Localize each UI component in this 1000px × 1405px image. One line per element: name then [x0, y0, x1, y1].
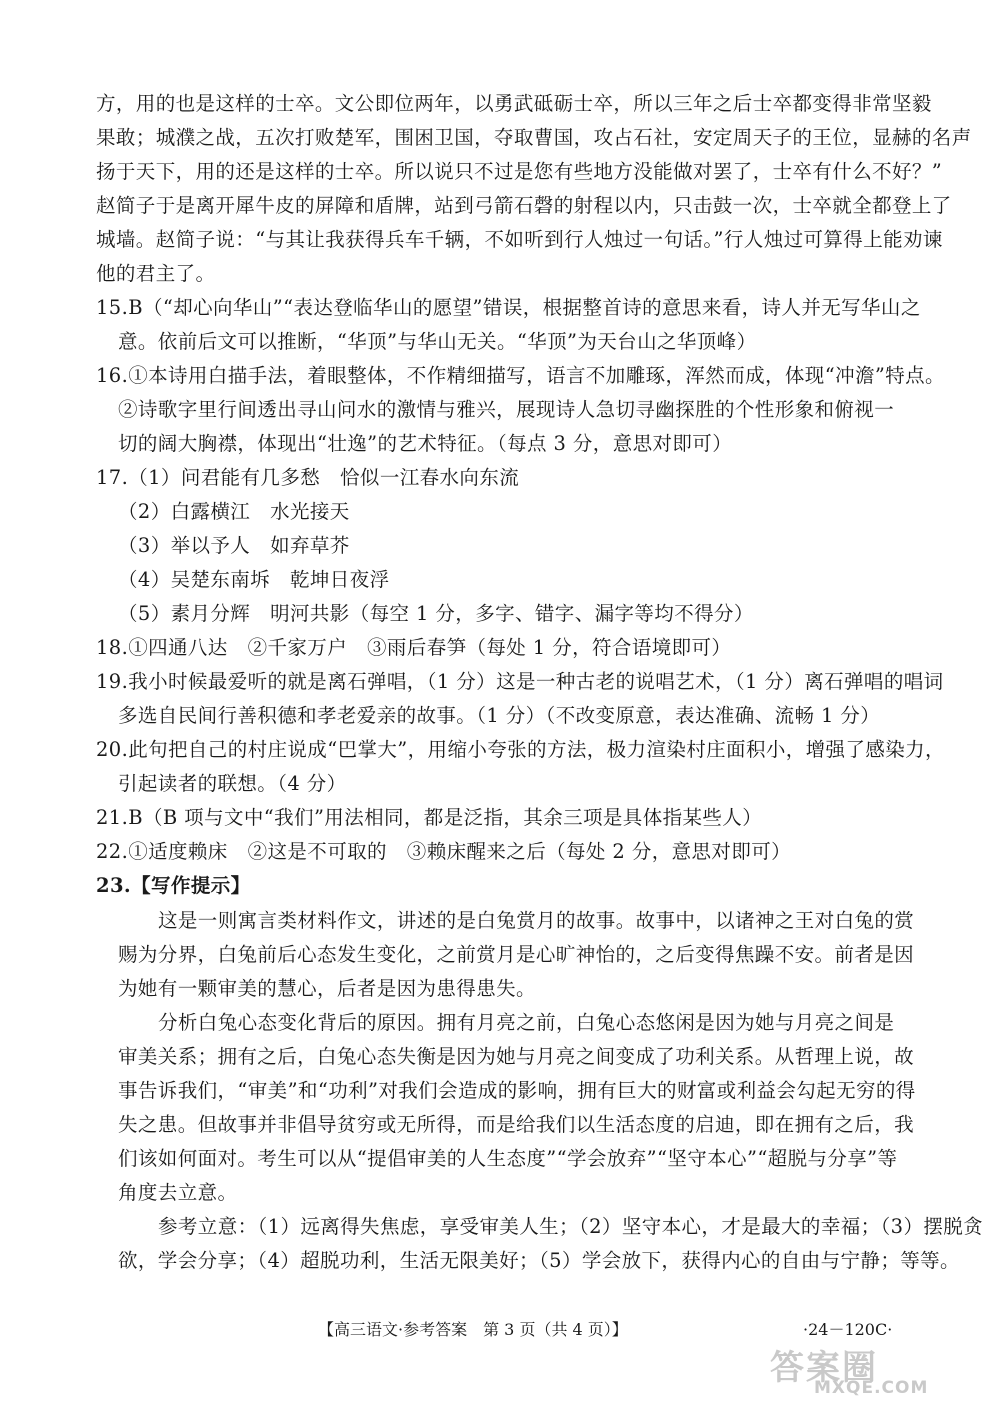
answer-21: 21.B（B 项与文中“我们”用法相同，都是泛指，其余三项是具体指某些人） — [96, 806, 763, 829]
answer-18: 18.①四通八达 ②千家万户 ③雨后春笋（每处 1 分，符合语境即可） — [96, 636, 732, 659]
text-line: 果敢；城濮之战，五次打败楚军，围困卫国，夺取曹国，攻占石社，安定周天子的王位，显赫的名声 — [96, 126, 972, 149]
answer-20-cont: 引起读者的联想。（4 分） — [118, 772, 347, 795]
writing-tip-para2: 失之患。但故事并非倡导贫穷或无所得，而是给我们以生活态度的启迪，即在拥有之后，我 — [118, 1113, 915, 1136]
answer-16-cont: ②诗歌字里行间透出寻山问水的激情与雅兴，展现诗人急切寻幽探胜的个性形象和俯视一 — [118, 398, 895, 421]
answer-23-heading: 23.【写作提示】 — [96, 874, 251, 897]
writing-tip-para3: 欲，学会分享；（4）超脱功利，生活无限美好；（5）学会放下，获得内心的自由与宁静；等等。 — [118, 1249, 960, 1272]
answer-15: 15.B（“却心向华山”“表达登临华山的愿望”错误，根据整首诗的意思来看，诗人并无写华山之 — [96, 296, 921, 319]
text-line: 方，用的也是这样的士卒。文公即位两年，以勇武砥砺士卒，所以三年之后士卒都变得非常坚毅 — [96, 92, 932, 115]
text-line: 扬于天下，用的还是这样的士卒。所以说只不过是您有些地方没能做对罢了，士卒有什么不好？” — [96, 160, 943, 183]
answer-19: 19.我小时候最爱听的就是离石弹唱，（1 分）这是一种古老的说唱艺术，（1 分）离石弹唱的唱词 — [96, 670, 944, 693]
answer-16-cont: 切的阔大胸襟，体现出“壮逸”的艺术特征。（每点 3 分，意思对即可） — [118, 432, 733, 455]
footer-code: ·24－120C· — [803, 1320, 893, 1339]
answer-20: 20.此句把自己的村庄说成“巴掌大”，用缩小夸张的方法，极力渲染村庄面积小，增强了感染力， — [96, 738, 945, 761]
writing-tip-para1: 这是一则寓言类材料作文，讲述的是白兔赏月的故事。故事中，以诸神之王对白兔的赏 — [158, 909, 915, 932]
writing-tip-para2: 们该如何面对。考生可以从“提倡审美的人生态度”“学会放弃”“坚守本心”“超脱与分享”等 — [118, 1147, 898, 1170]
answer-16: 16.①本诗用白描手法，着眼整体，不作精细描写，语言不加雕琢，浑然而成，体现“冲澹”特点。 — [96, 364, 945, 387]
watermark-text: 答案圈 — [770, 1348, 878, 1388]
writing-tip-para2: 审美关系；拥有之后，白兔心态失衡是因为她与月亮之间变成了功利关系。从哲理上说，故 — [118, 1045, 915, 1068]
answer-17-item: （4）吴楚东南坼 乾坤日夜浮 — [118, 568, 390, 591]
answer-17: 17.（1）问君能有几多愁 恰似一江春水向东流 — [96, 466, 520, 489]
footer-title: 【高三语文·参考答案 第 3 页（共 4 页）】 — [318, 1320, 628, 1339]
watermark-logo — [770, 1340, 980, 1398]
text-line: 他的君主了。 — [96, 262, 216, 285]
writing-tip-para1: 赐为分界，白兔前后心态发生变化，之前赏月是心旷神怡的，之后变得焦躁不安。前者是因 — [118, 943, 915, 966]
text-line: 赵简子于是离开犀牛皮的屏障和盾牌，站到弓箭石磬的射程以内，只击鼓一次，士卒就全都登上了 — [96, 194, 952, 217]
writing-tip-para2: 角度去立意。 — [118, 1181, 238, 1204]
answer-17-item: （5）素月分辉 明河共影（每空 1 分，多字、错字、漏字等均不得分） — [118, 602, 754, 625]
writing-tip-para2: 分析白兔心态变化背后的原因。拥有月亮之前，白兔心态悠闲是因为她与月亮之间是 — [158, 1011, 895, 1034]
writing-tip-para1: 为她有一颗审美的慧心，后者是因为患得患失。 — [118, 977, 536, 1000]
watermark-url: MXQE.COM — [814, 1378, 929, 1398]
answer-19-cont: 多选自民间行善积德和孝老爱亲的故事。（1 分）（不改变原意，表达准确、流畅 1 分） — [118, 704, 881, 727]
answer-15-cont: 意。依前后文可以推断，“华顶”与华山无关。“华顶”为天台山之华顶峰） — [118, 330, 757, 353]
text-line: 城墙。赵简子说：“与其让我获得兵车千辆，不如听到行人烛过一句话。”行人烛过可算得上能劝谏 — [96, 228, 943, 251]
writing-tip-para2: 事告诉我们，“审美”和“功利”对我们会造成的影响，拥有巨大的财富或利益会勾起无穷的得 — [118, 1079, 916, 1102]
writing-tip-para3: 参考立意：（1）远离得失焦虑，享受审美人生；（2）坚守本心，才是最大的幸福；（3）摆脱贪 — [158, 1215, 984, 1238]
answer-17-item: （3）举以予人 如弃草芥 — [118, 534, 350, 557]
answer-17-item: （2）白露横江 水光接天 — [118, 500, 350, 523]
answer-22: 22.①适度赖床 ②这是不可取的 ③赖床醒来之后（每处 2 分，意思对即可） — [96, 840, 792, 863]
